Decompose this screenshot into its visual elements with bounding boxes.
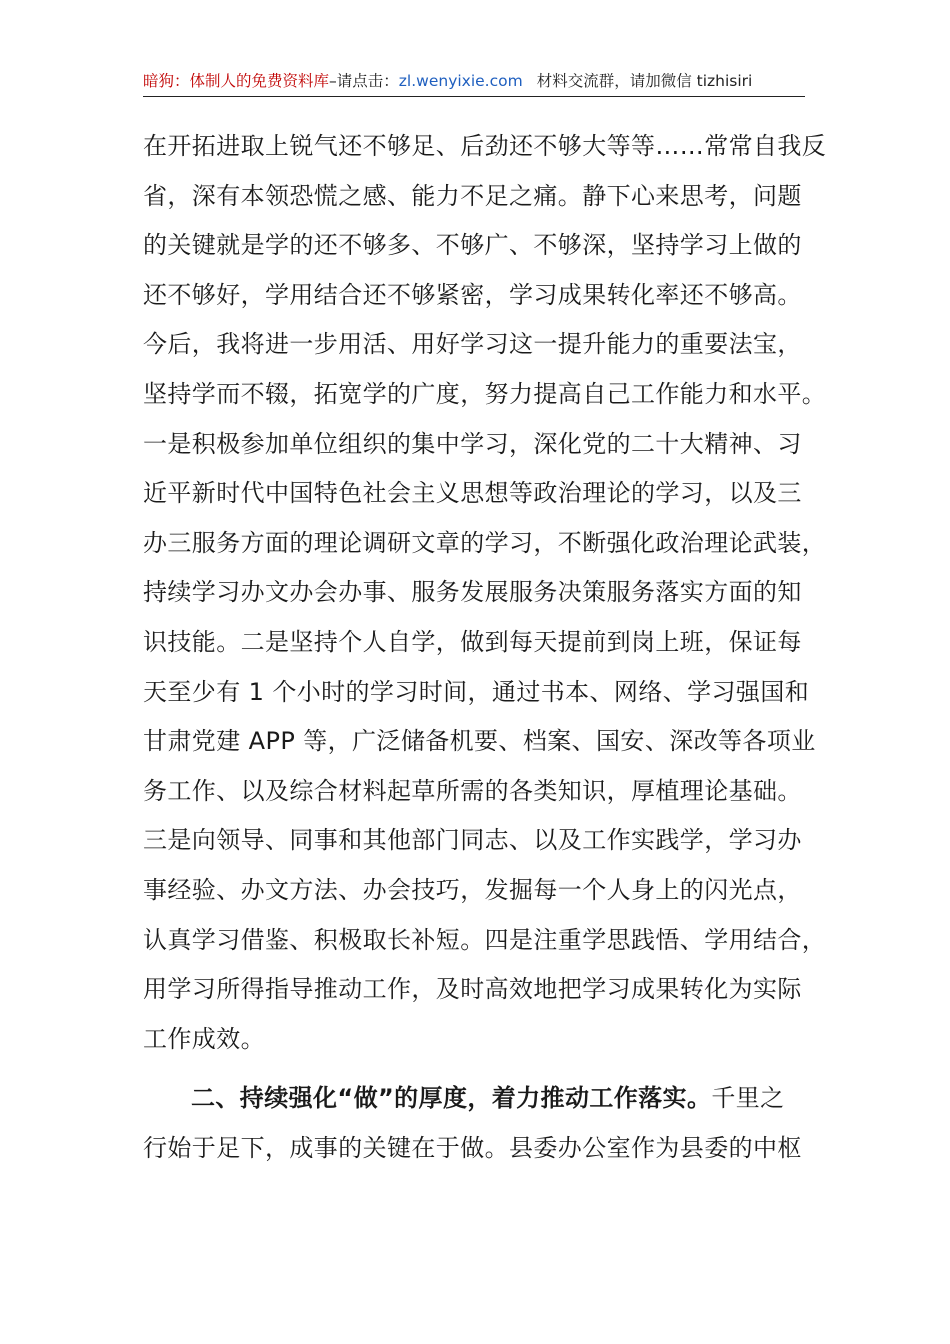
text-line: 坚持学而不辍，拓宽学的广度，努力提高自己工作能力和水平。 (143, 379, 827, 408)
section-heading: 二、持续强化“做”的厚度，着力推动工作落实。 (191, 1084, 712, 1113)
page-header (143, 66, 805, 97)
text-line: 持续学习办文办会办事、服务发展服务决策服务落实方面的知 (143, 578, 802, 607)
header-brand: 暗狗：体制人的免费资料库 (143, 72, 330, 90)
body-text (143, 122, 827, 1173)
text-line: 还不够好，学用结合还不够紧密，学习成果转化率还不够高。 (143, 280, 802, 309)
header-prompt: –请点击： (329, 72, 399, 90)
section-heading-line (143, 1074, 807, 1124)
text-line: 今后，我将进一步用活、用好学习这一提升能力的重要法宝， (143, 330, 802, 359)
text-line: 行始于足下，成事的关键在于做。县委办公室作为县委的中枢 (143, 1133, 802, 1162)
text-line: 三是向领导、同事和其他部门同志、以及工作实践学，学习办 (143, 826, 802, 855)
text-line: 在开拓进取上锐气还不够足、后劲还不够大等等……常常自我反 (143, 132, 827, 160)
text-line: 工作成效。 (143, 1024, 265, 1053)
text-fragment: 千里之 (711, 1084, 785, 1113)
text-line: 甘肃党建 APP 等，广泛储备机要、档案、国安、深改等各项业 (143, 727, 816, 756)
text-line: 务工作、以及综合材料起草所需的各类知识，厚植理论基础。 (143, 776, 802, 805)
text-line: 认真学习借鉴、积极取长补短。四是注重学思践悟、学用结合， (143, 925, 827, 954)
paragraph-2 (143, 1074, 807, 1173)
text-line: 天至少有 1 个小时的学习时间，通过书本、网络、学习强国和 (143, 677, 810, 706)
text-line: 一是积极参加单位组织的集中学习，深化党的二十大精神、习 (143, 429, 802, 458)
paragraph-1 (143, 122, 827, 1064)
text-line: 办三服务方面的理论调研文章的学习，不断强化政治理论武装， (143, 528, 827, 557)
text-line: 省，深有本领恐慌之感、能力不足之痛。静下心来思考，问题 (143, 181, 802, 210)
text-line: 用学习所得指导推动工作，及时高效地把学习成果转化为实际 (143, 975, 802, 1004)
text-line: 的关键就是学的还不够多、不够广、不够深，坚持学习上做的 (143, 231, 802, 260)
header-link[interactable]: zl.wenyixie.com (398, 72, 523, 90)
header-wechat-note: 材料交流群，请加微信 tizhisiri (536, 72, 753, 90)
text-line: 事经验、办文方法、办会技巧，发掘每一个人身上的闪光点， (143, 875, 802, 904)
text-line: 识技能。二是坚持个人自学，做到每天提前到岗上班，保证每 (143, 627, 802, 656)
text-line: 近平新时代中国特色社会主义思想等政治理论的学习，以及三 (143, 479, 802, 508)
